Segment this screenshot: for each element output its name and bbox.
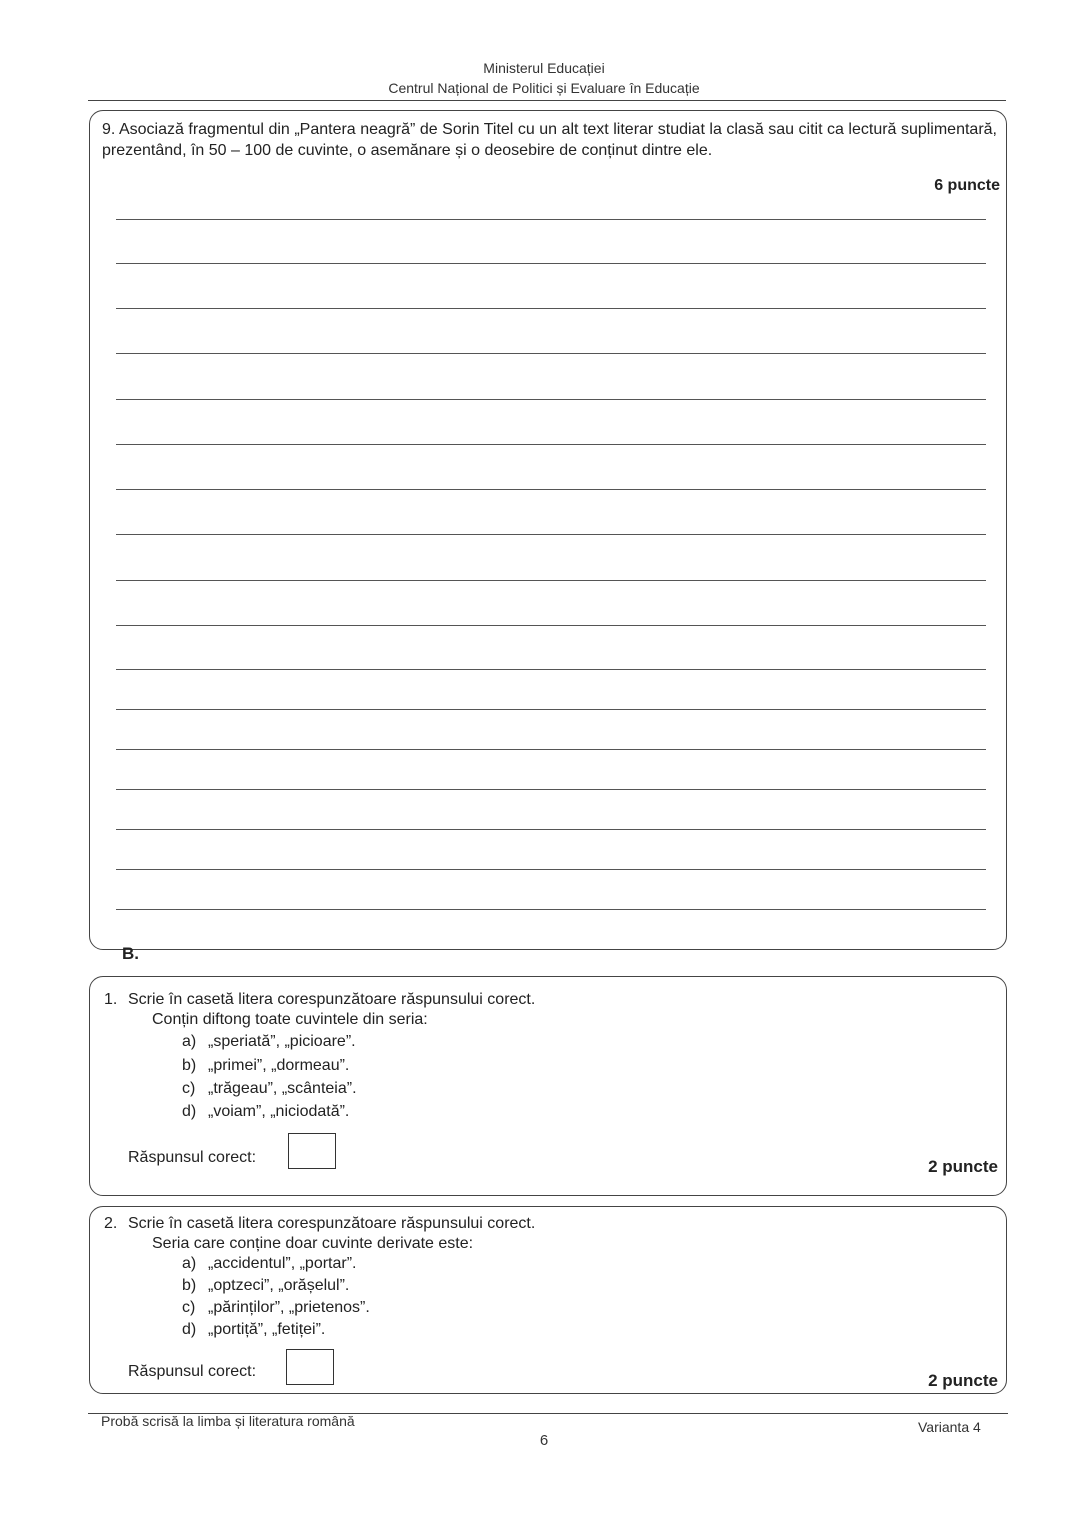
option-b: b) „optzeci”, „orășelul”. xyxy=(182,1277,350,1294)
answer-box[interactable] xyxy=(286,1349,334,1385)
option-c: c) „trăgeau”, „scânteia”. xyxy=(182,1080,357,1097)
question-stem: Seria care conține doar cuvinte derivate este: xyxy=(152,1235,474,1252)
answer-line[interactable] xyxy=(116,869,986,870)
question-9-points: 6 puncte xyxy=(934,177,1000,194)
option-d: d) „voiam”, „niciodată”. xyxy=(182,1103,350,1120)
question-stem: Conțin diftong toate cuvintele din seria: xyxy=(152,1011,428,1028)
footer-variant: Varianta 4 xyxy=(918,1419,981,1435)
answer-line[interactable] xyxy=(116,353,986,354)
page-number: 6 xyxy=(539,1432,549,1449)
answer-line[interactable] xyxy=(116,669,986,670)
answer-line[interactable] xyxy=(116,580,986,581)
question-number: 2. xyxy=(104,1215,118,1232)
question-number: 1. xyxy=(104,991,118,1008)
answer-line[interactable] xyxy=(116,625,986,626)
answer-line[interactable] xyxy=(116,909,986,910)
answer-label: Răspunsul corect: xyxy=(128,1149,257,1166)
question-b2-points: 2 puncte xyxy=(928,1371,998,1390)
answer-line[interactable] xyxy=(116,749,986,750)
header-ministry: Ministerul Educației xyxy=(483,60,605,76)
answer-line[interactable] xyxy=(116,709,986,710)
answer-line[interactable] xyxy=(116,308,986,309)
header-divider xyxy=(88,100,1006,101)
answer-line[interactable] xyxy=(116,444,986,445)
answer-line[interactable] xyxy=(116,399,986,400)
answer-box[interactable] xyxy=(288,1133,336,1169)
question-b1-box xyxy=(89,976,1007,1196)
answer-line[interactable] xyxy=(116,219,986,220)
question-prompt: Scrie în casetă litera corespunzătoare răspunsului corect. xyxy=(128,991,536,1008)
question-9-box xyxy=(89,110,1007,950)
section-b-label: B. xyxy=(122,944,139,963)
answer-line[interactable] xyxy=(116,489,986,490)
option-a: a) „accidentul”, „portar”. xyxy=(182,1255,357,1272)
answer-line[interactable] xyxy=(116,789,986,790)
option-b: b) „primei”, „dormeau”. xyxy=(182,1057,350,1074)
question-9-text: 9. Asociază fragmentul din „Pantera neagră” de Sorin Titel cu un alt text literar studiat la clasă sau citit ca lectură suplimentară, prezentând, în 50 – 100 de cuvinte, o asemănare și o deosebire de conținut dintre ele. xyxy=(102,121,997,159)
question-b1-points: 2 puncte xyxy=(928,1157,998,1176)
question-b2-box xyxy=(89,1206,1007,1394)
answer-line[interactable] xyxy=(116,534,986,535)
header-center: Centrul Național de Politici și Evaluare în Educație xyxy=(388,80,700,96)
answer-line[interactable] xyxy=(116,263,986,264)
question-prompt: Scrie în casetă litera corespunzătoare răspunsului corect. xyxy=(128,1215,536,1232)
option-a: a) „speriată”, „picioare”. xyxy=(182,1033,356,1050)
option-c: c) „părinților”, „prietenos”. xyxy=(182,1299,370,1316)
footer-exam-title: Probă scrisă la limba și literatura română xyxy=(101,1413,355,1429)
option-d: d) „portiță”, „fetiței”. xyxy=(182,1321,326,1338)
answer-label: Răspunsul corect: xyxy=(128,1363,257,1380)
answer-line[interactable] xyxy=(116,829,986,830)
